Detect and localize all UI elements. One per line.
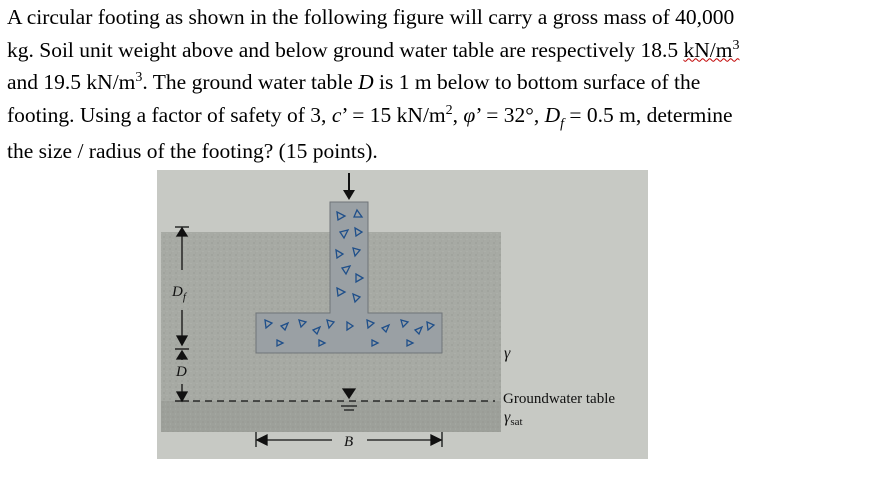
footing-figure: [157, 170, 648, 459]
soil-below-water-table: [161, 401, 501, 432]
problem-line-2: [7, 32, 887, 65]
label-gamma-sat: γsat: [504, 409, 523, 428]
symbol-c: c: [331, 102, 342, 127]
problem-text: = 0.5 m, determine: [564, 102, 733, 127]
problem-text: ’ = 15 kN/m: [341, 102, 446, 127]
problem-text: and 19.5 kN/m: [7, 70, 136, 95]
problem-line-4: [7, 97, 887, 138]
problem-line-5: [7, 138, 887, 166]
unit-text: kN/m: [683, 37, 733, 62]
footing-diagram: [157, 170, 648, 459]
problem-text: . The ground water table: [142, 70, 359, 95]
unit-exponent: 3: [732, 37, 740, 53]
symbol-df-subscript: f: [560, 116, 565, 132]
problem-line-3: [7, 64, 887, 97]
unit-exponent: 3: [135, 70, 143, 86]
problem-text: ,: [452, 102, 464, 127]
symbol-d: D: [358, 70, 374, 95]
problem-line-1: [7, 4, 887, 32]
problem-text: footing. Using a factor of safety of 3,: [7, 102, 332, 127]
label-gamma: γ: [504, 345, 511, 362]
symbol-phi: φ: [463, 102, 476, 127]
problem-text: the size / radius of the footing? (15 points).: [7, 138, 378, 163]
problem-text: A circular footing as shown in the following figure will carry a gross mass of 40,000: [7, 5, 735, 29]
label-d: D: [176, 364, 187, 380]
problem-text: ’ = 32°,: [475, 102, 545, 127]
unit-kn-m3: [683, 38, 739, 62]
symbol-df: D: [544, 102, 561, 127]
problem-text: is 1 m below to bottom surface of the: [373, 70, 701, 95]
problem-statement: [7, 4, 887, 165]
label-b: B: [344, 434, 354, 450]
label-groundwater-table: Groundwater table: [503, 391, 616, 407]
label-df: $D_f$: [172, 284, 186, 303]
unit-exponent: 2: [445, 102, 453, 118]
problem-text: kg. Soil unit weight above and below ground water table are respectively 18.5: [7, 37, 684, 62]
